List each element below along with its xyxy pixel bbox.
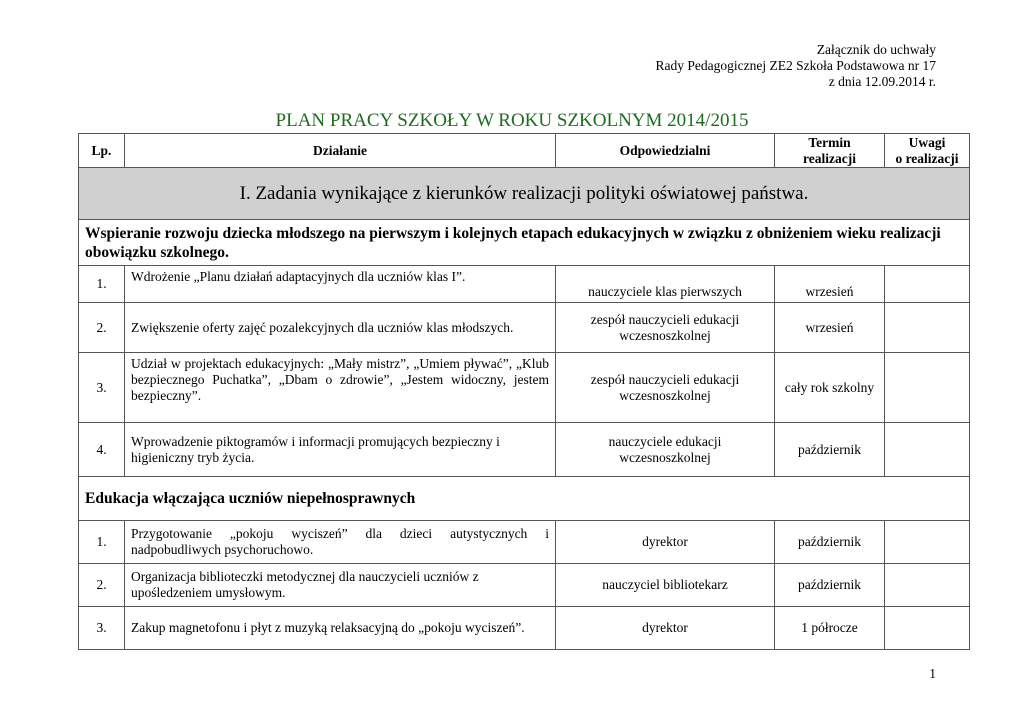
row-responsible: zespół nauczycieli edukacji wczesnoszkolnej (556, 353, 775, 423)
row-notes (885, 423, 970, 477)
group-2-title: Edukacja włączająca uczniów niepełnosprawnych (79, 477, 970, 521)
row-action: Wprowadzenie piktogramów i informacji promujących bezpieczny i higieniczny tryb życia. (125, 423, 556, 477)
table-row (79, 266, 970, 303)
row-term: 1 półrocze (775, 607, 885, 650)
row-notes (885, 521, 970, 564)
row-lp: 1. (79, 266, 125, 303)
row-responsible: zespół nauczycieli edukacji wczesnoszkolnej (556, 303, 775, 353)
section-row (79, 168, 970, 220)
group-title-row (79, 477, 970, 521)
table-row (79, 564, 970, 607)
row-term: cały rok szkolny (775, 353, 885, 423)
col-header-dzialanie: Działanie (125, 134, 556, 168)
row-term: wrzesień (775, 266, 885, 303)
row-term: październik (775, 423, 885, 477)
row-responsible: dyrektor (556, 521, 775, 564)
row-notes (885, 607, 970, 650)
table-row (79, 353, 970, 423)
row-action: Zwiększenie oferty zajęć pozalekcyjnych dla uczniów klas młodszych. (125, 303, 556, 353)
table-row (79, 521, 970, 564)
row-responsible: nauczyciel bibliotekarz (556, 564, 775, 607)
row-notes (885, 564, 970, 607)
row-notes (885, 266, 970, 303)
document-header (656, 42, 936, 90)
row-lp: 2. (79, 564, 125, 607)
col-header-termin (775, 134, 885, 168)
header-line-1: Załącznik do uchwały (816, 42, 936, 57)
row-lp: 1. (79, 521, 125, 564)
row-action: Wdrożenie „Planu działań adaptacyjnych dla uczniów klas I”. (125, 266, 556, 303)
row-responsible: nauczyciele klas pierwszych (556, 266, 775, 303)
row-lp: 2. (79, 303, 125, 353)
row-notes (885, 303, 970, 353)
row-term: wrzesień (775, 303, 885, 353)
table-header-row (79, 134, 970, 168)
group-title-row (79, 220, 970, 266)
table-row (79, 303, 970, 353)
header-line-2: Rady Pedagogicznej ZE2 Szkoła Podstawowa nr 17 (655, 58, 936, 73)
row-notes (885, 353, 970, 423)
row-term: październik (775, 564, 885, 607)
plan-table (78, 133, 970, 650)
table-row (79, 607, 970, 650)
row-action: Zakup magnetofonu i płyt z muzyką relaksacyjną do „pokoju wyciszeń”. (125, 607, 556, 650)
section-title: I. Zadania wynikające z kierunków realizacji polityki oświatowej państwa. (79, 168, 970, 220)
termin-line-2: realizacji (803, 150, 856, 166)
table-row (79, 423, 970, 477)
col-header-lp: Lp. (79, 134, 125, 168)
page-title: PLAN PRACY SZKOŁY W ROKU SZKOLNYM 2014/2015 (275, 110, 749, 131)
row-lp: 4. (79, 423, 125, 477)
col-header-uwagi (885, 134, 970, 168)
page-number: 1 (929, 666, 936, 681)
row-lp: 3. (79, 353, 125, 423)
row-responsible: nauczyciele edukacji wczesnoszkolnej (556, 423, 775, 477)
uwagi-line-2: o realizacji (895, 150, 959, 166)
row-responsible: dyrektor (556, 607, 775, 650)
col-header-odpowiedzialni: Odpowiedzialni (556, 134, 775, 168)
row-action: Przygotowanie „pokoju wyciszeń” dla dzieci autystycznych i nadpobudliwych psychoruchowo. (125, 521, 556, 564)
row-term: październik (775, 521, 885, 564)
header-line-3: z dnia 12.09.2014 r. (828, 74, 936, 89)
termin-line-1: Termin (808, 134, 851, 150)
row-lp: 3. (79, 607, 125, 650)
group-1-title: Wspieranie rozwoju dziecka młodszego na pierwszym i kolejnych etapach edukacyjnych w związku z obniżeniem wieku realizacji obowiązku szkolnego. (79, 220, 970, 266)
row-action: Udział w projektach edukacyjnych: „Mały mistrz”, „Umiem pływać”, „Klub bezpiecznego Puchatka”, „Dbam o zdrowie”, „Jestem widoczny, jestem bezpieczny”. (125, 353, 556, 423)
uwagi-line-1: Uwagi (908, 134, 946, 150)
row-action: Organizacja biblioteczki metodycznej dla nauczycieli uczniów z upośledzeniem umysłowym. (125, 564, 556, 607)
